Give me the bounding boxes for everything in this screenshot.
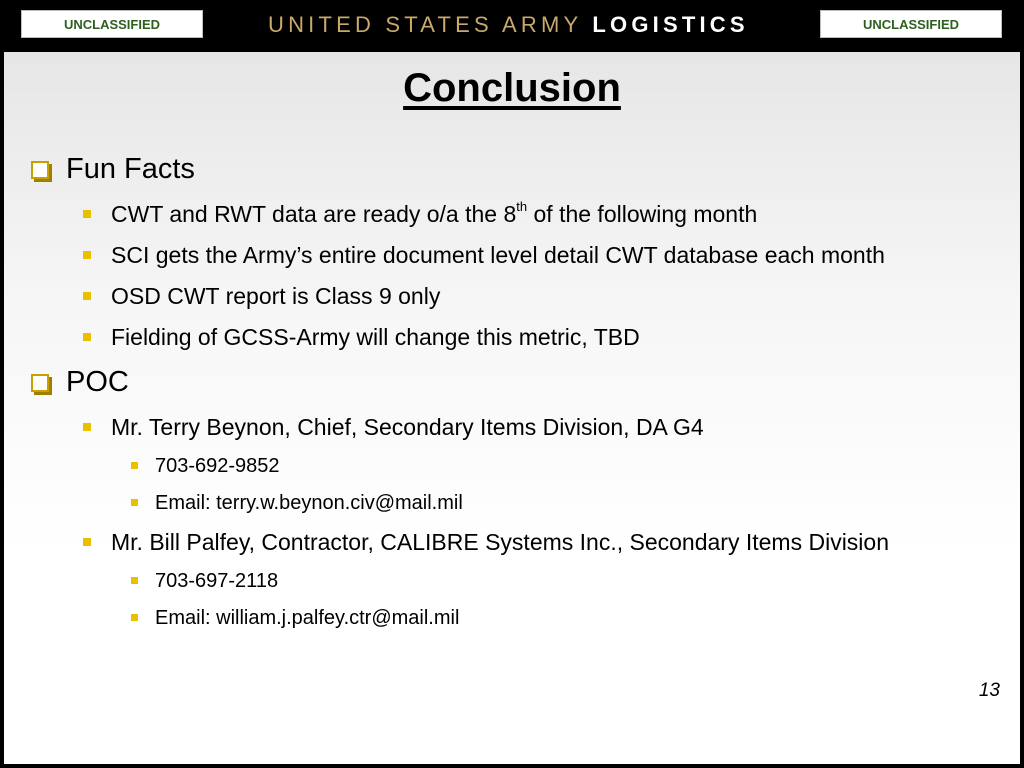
square-bullet-icon bbox=[131, 499, 138, 506]
square-bullet-icon bbox=[83, 333, 91, 341]
fun-fact-item: Fielding of GCSS-Army will change this metric, TBD bbox=[111, 324, 640, 350]
header-bar bbox=[0, 0, 1024, 50]
poc-email: Email: terry.w.beynon.civ@mail.mil bbox=[155, 492, 463, 514]
fun-fact-item: OSD CWT report is Class 9 only bbox=[111, 283, 441, 309]
hollow-square-bullet-icon bbox=[31, 374, 49, 392]
banner-text-army: UNITED STATES ARMY bbox=[268, 12, 583, 37]
poc-phone: 703-697-2118 bbox=[155, 570, 279, 592]
square-bullet-icon bbox=[83, 251, 91, 259]
square-bullet-icon bbox=[83, 538, 91, 546]
ordinal-suffix: th bbox=[516, 199, 528, 214]
square-bullet-icon bbox=[83, 423, 91, 431]
square-bullet-icon bbox=[131, 462, 138, 469]
section-heading-poc: POC bbox=[66, 366, 129, 398]
square-bullet-icon bbox=[83, 210, 91, 218]
fun-fact-item bbox=[111, 201, 757, 228]
fun-fact-item: SCI gets the Army’s entire document level detail CWT database each month bbox=[111, 242, 885, 268]
square-bullet-icon bbox=[131, 614, 138, 621]
slide-content bbox=[4, 52, 1020, 764]
page-number: 13 bbox=[978, 680, 1000, 701]
section-heading-fun-facts: Fun Facts bbox=[66, 153, 195, 185]
poc-contact: Mr. Terry Beynon, Chief, Secondary Items Division, DA G4 bbox=[111, 414, 704, 440]
poc-contact: Mr. Bill Palfey, Contractor, CALIBRE Systems Inc., Secondary Items Division bbox=[111, 529, 890, 555]
square-bullet-icon bbox=[83, 292, 91, 300]
army-logistics-banner bbox=[268, 9, 758, 41]
fun-fact-text-cont: of the following month bbox=[527, 201, 758, 227]
square-bullet-icon bbox=[131, 577, 138, 584]
fun-fact-text: CWT and RWT data are ready o/a the 8 bbox=[111, 201, 517, 227]
slide-title: Conclusion bbox=[403, 66, 621, 110]
poc-email: Email: william.j.palfey.ctr@mail.mil bbox=[155, 607, 460, 629]
hollow-square-bullet-icon bbox=[31, 161, 49, 179]
classification-marking-right: UNCLASSIFIED bbox=[820, 10, 1002, 38]
classification-marking-left: UNCLASSIFIED bbox=[21, 10, 203, 38]
poc-phone: 703-692-9852 bbox=[155, 455, 280, 477]
banner-text-logistics: LOGISTICS bbox=[592, 12, 749, 37]
